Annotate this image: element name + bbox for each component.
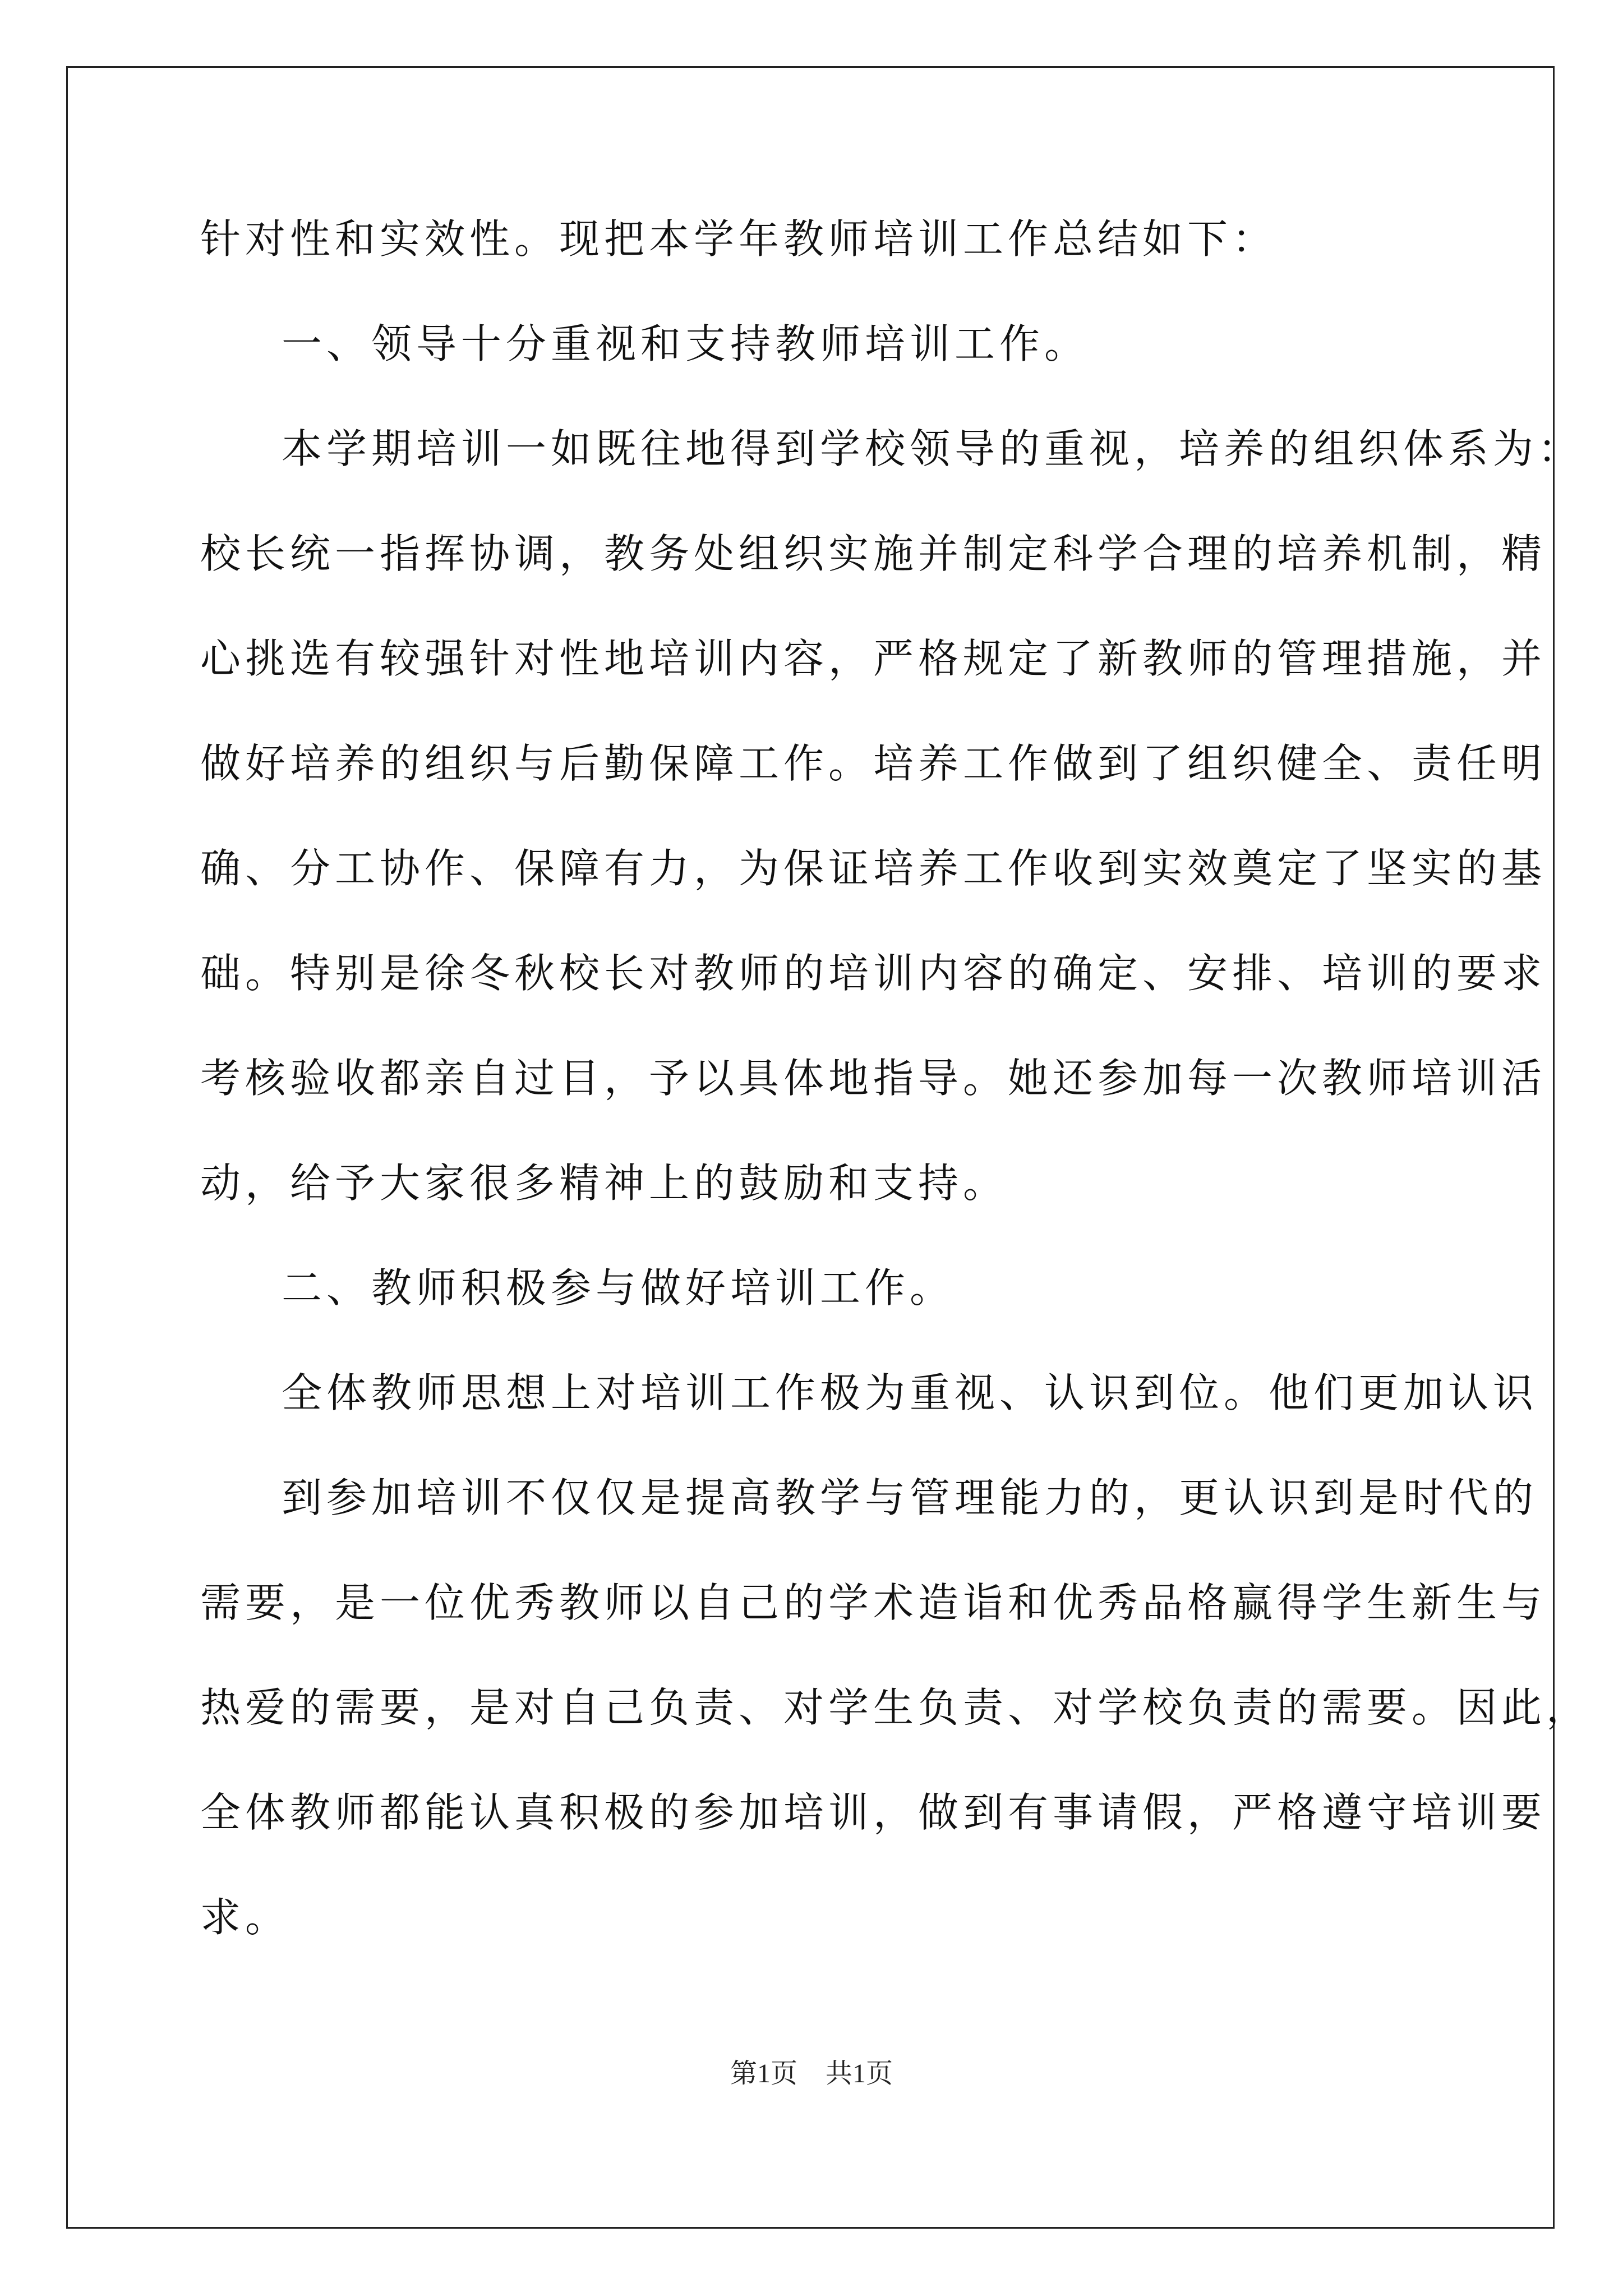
body-line: 热爱的需要，是对自己负责、对学生负责、对学校负责的需要。因此， (200, 1684, 1592, 1731)
body-line: 础。特别是徐冬秋校长对教师的培训内容的确定、安排、培训的要求 (200, 950, 1547, 997)
body-line: 心挑选有较强针对性地培训内容，严格规定了新教师的管理措施，并 (200, 635, 1547, 682)
body-line: 求。 (200, 1894, 291, 1941)
body-line: 本学期培训一如既往地得到学校领导的重视，培养的组织体系为： (282, 425, 1583, 472)
page-footer (0, 2060, 1623, 2087)
body-line: 到参加培训不仅仅是提高教学与管理能力的，更认识到是时代的 (282, 1474, 1538, 1521)
page-number: 第1页 (730, 2059, 797, 2088)
document-body (200, 215, 1592, 2002)
body-line: 考核验收都亲自过目，予以具体地指导。她还参加每一次教师培训活 (200, 1055, 1547, 1102)
body-line: 动，给予大家很多精神上的鼓励和支持。 (200, 1159, 1008, 1207)
body-line: 校长统一指挥协调，教务处组织实施并制定科学合理的培养机制，精 (200, 530, 1547, 577)
section-heading: 一、领导十分重视和支持教师培训工作。 (282, 320, 1090, 367)
body-line: 需要，是一位优秀教师以自己的学术造诣和优秀品格赢得学生新生与 (200, 1579, 1547, 1626)
body-line: 确、分工协作、保障有力，为保证培养工作收到实效奠定了坚实的基 (200, 845, 1547, 892)
body-line: 做好培养的组织与后勤保障工作。培养工作做到了组织健全、责任明 (200, 740, 1547, 787)
section-heading: 二、教师积极参与做好培训工作。 (282, 1264, 955, 1312)
body-line: 全体教师都能认真积极的参加培训，做到有事请假，严格遵守培训要 (200, 1789, 1547, 1836)
body-line: 针对性和实效性。现把本学年教师培训工作总结如下： (200, 215, 1278, 263)
page-total: 共1页 (826, 2059, 893, 2088)
body-line: 全体教师思想上对培训工作极为重视、认识到位。他们更加认识 (282, 1369, 1538, 1416)
